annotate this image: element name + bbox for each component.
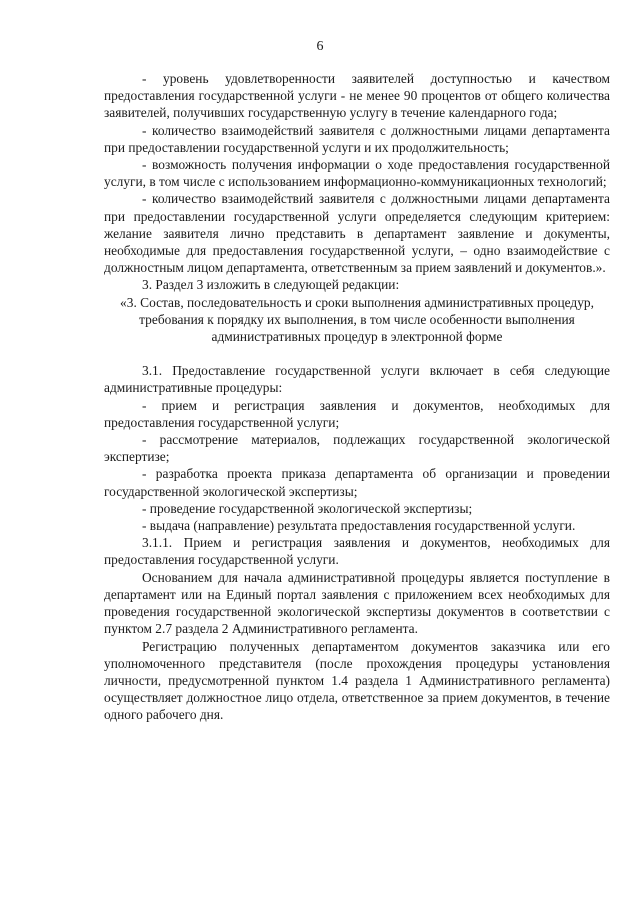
- paragraph-registration: Регистрацию полученных департаментом документов заказчика или его уполномоченного представителя (после прохождения процедуры установления личности, предусмотренной пунктом 1.4 раздела 1 Административного регламента) осуществляет должностное лицо отдела, ответственное за прием документов, в течение одного рабочего дня.: [104, 638, 610, 723]
- amendment-instruction: 3. Раздел 3 изложить в следующей редакции:: [142, 277, 400, 293]
- procedure-item-expertise: - проведение государственной экологической экспертизы;: [142, 500, 473, 516]
- paragraph-basis: Основанием для начала административной процедуры является поступление в департамент или на Единый портал заявления с приложением всех необходимых для проведения государственной экологической экспертизы документов в соответствии с пунктом 2.7 раздела 2 Административного регламента.: [104, 569, 610, 637]
- spacer: [104, 345, 610, 362]
- procedure-item-reception: - прием и регистрация заявления и документов, необходимых для предоставления государственной услуги;: [104, 397, 610, 430]
- list-item-interaction-criterion: - количество взаимодействий заявителя с должностными лицами департамента при предоставлении государственной услуги определяется следующим критерием: желание заявителя лично представить в департамент заявление и документы, необходимые для предоставления государственной услуги, – одно взаимодействие с должностным лицом департамента, ответственным за прием заявлений и документов.».: [104, 191, 610, 276]
- paragraph-3-1-1: 3.1.1. Прием и регистрация заявления и документов, необходимых для предоставления государственной услуги.: [104, 535, 610, 568]
- paragraph-3-1: 3.1. Предоставление государственной услуги включает в себя следующие административные процедуры:: [104, 363, 610, 396]
- procedure-item-result: - выдача (направление) результата предоставления государственной услуги.: [142, 518, 576, 534]
- list-item-info-availability: - возможность получения информации о ходе предоставления государственной услуги, в том числе с использованием информационно-коммуникационных технологий;: [104, 157, 610, 190]
- section-heading: «3. Состав, последовательность и сроки выполнения административных процедур, требования к порядку их выполнения, в том числе особенности выполнения административных процедур в электронной форме: [120, 294, 594, 345]
- procedure-item-order-draft: - разработка проекта приказа департамента об организации и проведении государственной экологической экспертизы;: [104, 466, 610, 499]
- document-body: [104, 70, 610, 724]
- procedure-item-review: - рассмотрение материалов, подлежащих государственной экологической экспертизе;: [104, 432, 610, 465]
- list-item-interactions-count: - количество взаимодействий заявителя с должностными лицами департамента при предоставлении государственной услуги и их продолжительность;: [104, 122, 610, 155]
- page-number: 6: [316, 39, 324, 54]
- list-item-satisfaction: - уровень удовлетворенности заявителей доступностью и качеством предоставления государственной услуги - не менее 90 процентов от общего количества заявителей, получивших государственную услугу в течение календарного года;: [104, 71, 610, 121]
